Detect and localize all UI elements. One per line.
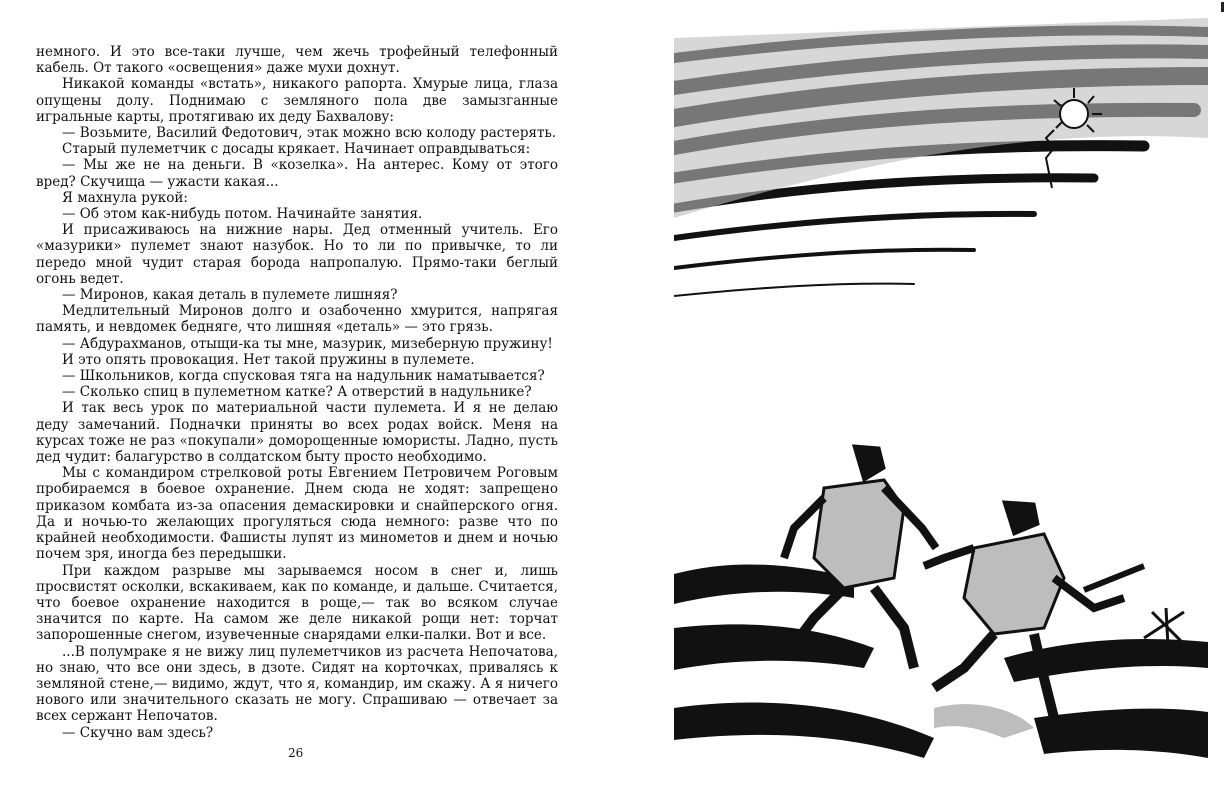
- corner-mark: [1221, 2, 1224, 12]
- right-page: [612, 0, 1226, 800]
- paragraph: Старый пулеметчик с досады крякает. Начинает оправдываться:: [62, 141, 531, 158]
- paragraph: ...В полумраке я не вижу лиц пулеметчиков из расчета Непочатова, но знаю, что все они здесь, в дзоте. Сидят на корточках, привалясь к земляной стене,— видимо, ждут, что я, командир, им скажу. А я ничего нового или значительного сказать не могу. Спрашиваю — отвечает за всех сержант Непочатов.: [36, 643, 558, 725]
- page-number: 26: [288, 746, 304, 760]
- left-page: [0, 0, 600, 800]
- paragraph: И это опять провокация. Нет такой пружины в пулемете.: [62, 351, 475, 368]
- paragraph: Я махнула рукой:: [62, 189, 188, 206]
- paragraph: — Сколько спиц в пулеметном катке? А отверстий в надульнике?: [62, 384, 532, 401]
- paragraph: Медлительный Миронов долго и озабоченно хмурится, напрягая память, и невдомек бедняге, что лишняя «деталь» — это грязь.: [36, 303, 558, 336]
- paragraph: И так весь урок по материальной части пулемета. И я не делаю деду замечаний. Подначки приняты во всех родах войск. Меня на курсах тоже не раз «покупали» доморощенные юмористы. Ладно, пусть дед чудит: балагурство в солдатском быту просто необходимо.: [36, 400, 558, 466]
- body-text: [36, 44, 558, 741]
- paragraph: Никакой команды «встать», никакого рапорта. Хмурые лица, глаза опущены долу. Поднимаю с земляного пола две замызганные игральные карты, протягиваю их деду Бахвалову:: [36, 76, 558, 125]
- paragraph: При каждом разрыве мы зарываемся носом в снег и, лишь просвистят осколки, вскакиваем, как по команде, и дальше. Считается, что боевое охранение находится в роще,— так во всяком случае значится по карте. На самом же деле никакой рощи нет: торчат запорошенные снегом, изувеченные снарядами елки-палки. Вот и все.: [36, 562, 558, 644]
- paragraph: — Миронов, какая деталь в пулемете лишняя?: [62, 287, 398, 304]
- paragraph: — Абдурахманов, отыщи-ка ты мне, мазурик, мизеберную пружину!: [62, 335, 553, 352]
- paragraph: И присаживаюсь на нижние нары. Дед отменный учитель. Его «мазурики» пулемет знают назубок. Но то ли по привычке, то ли передо мной чудит старая борода напропалую. Прямо-таки беглый огонь ведет.: [36, 222, 558, 287]
- paragraph: — Скучно вам здесь?: [62, 724, 214, 741]
- paragraph: — Возьмите, Василий Федотович, этак можно всю колоду растерять.: [62, 125, 557, 142]
- illustration: [674, 18, 1208, 782]
- paragraph: — Мы же не на деньги. В «козелка». На антерес. Кому от этого вред? Скучища — ужасти какая...: [36, 157, 558, 190]
- paragraph: Мы с командиром стрелковой роты Евгением Петровичем Роговым пробираемся в боевое охранение. Днем сюда не ходят: запрещено приказом комбата из-за опасения демаскировки и снайперского огня. Да и ночью-то желающих прогуляться сюда немного: разве что по крайней необходимости. Фашисты лупят из минометов и днем и ночью почем зря, иногда без передышки.: [36, 465, 558, 563]
- paragraph: — Школьников, когда спусковая тяга на надульник наматывается?: [62, 368, 545, 385]
- paragraph: — Об этом как-нибудь потом. Начинайте занятия.: [62, 206, 423, 223]
- paragraph: немного. И это все-таки лучше, чем жечь трофейный телефонный кабель. От такого «освещения» даже мухи дохнут.: [36, 44, 558, 77]
